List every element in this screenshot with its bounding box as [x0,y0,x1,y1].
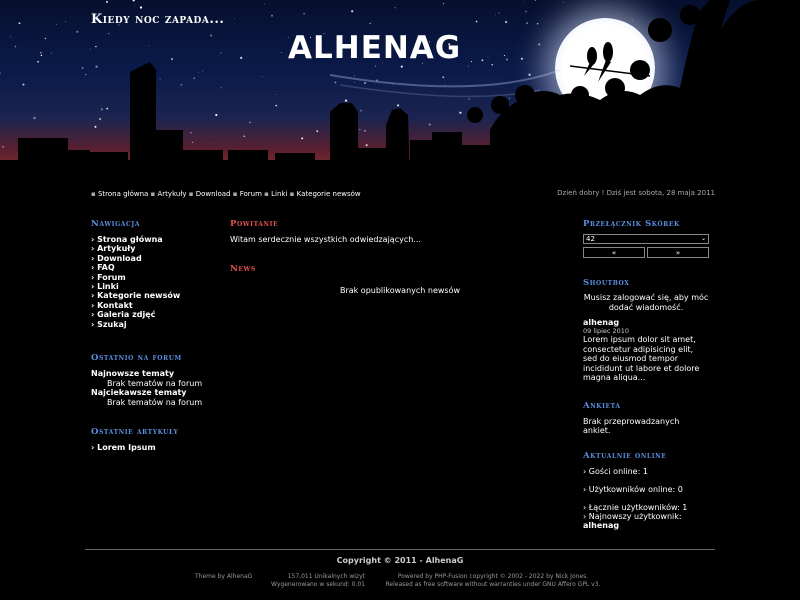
forum-panel-title: Ostatnio na forum [91,353,182,364]
newest-topics-label: Najnowsze tematy [91,369,175,379]
topnav-item-home[interactable]: Strona główna [97,190,149,198]
nav-item-news-categories[interactable]: › Kategorie newsów [91,291,221,300]
nav-item-gallery[interactable]: › Galeria zdjęć [91,310,221,319]
topnav-bullet: ▪ [264,190,272,198]
topnav-item-forum[interactable]: Forum [239,190,262,198]
topnav-bullet: ▪ [91,190,98,198]
skin-next-button[interactable]: » [647,247,709,258]
footer-license-line: Released as free software without warranties under GNU Affero GPL v3. [385,580,601,588]
users-online: › Użytkowników online: 0 [583,485,709,494]
footer-copyright: Copyright © 2011 - AlhenaG [336,556,464,565]
nav-item-faq[interactable]: › FAQ [91,263,221,272]
site-title[interactable]: ALHENAG [288,30,462,66]
shout-text: Lorem ipsum dolor sit amet, consectetur adipisicing elit, sed do eiusmod tempor incididunt ut labore et dolore magna aliqua... [583,335,700,382]
guests-online: › Gości online: 1 [583,467,709,476]
topnav-item-download[interactable]: Download [195,190,231,198]
shoutbox-login-message: Musisz zalogować się, aby móc dodać wiadomość. [583,293,709,312]
shout-date: 09 lipiec 2010 [583,327,630,335]
skin-switcher-title: Przełącznik Skórek [583,219,680,229]
online-title: Aktualnie online [583,450,667,461]
city-skyline-image [0,0,800,182]
topnav-item-links[interactable]: Linki [271,190,288,198]
topnav-bullet: ▪ [150,190,158,198]
footer-divider [85,549,715,550]
newest-topics-empty: Brak tematów na forum [107,378,203,388]
nav-panel-title: Nawigacja [91,219,141,229]
right-sidebar [583,219,709,530]
poll-title: Ankieta [583,400,621,411]
left-sidebar [91,219,221,452]
topnav-bullet: ▪ [188,190,196,198]
welcome-text: Witam serdecznie wszystkich odwiedzających... [230,235,421,244]
skin-select-value: 42 [586,235,595,243]
total-users: › Łącznie użytkowników: 1 [583,503,709,512]
footer-powered-by [378,573,608,588]
nav-menu [91,235,221,329]
site-tagline: Kiedy noc zapada... [91,12,225,27]
skin-prev-button[interactable]: « [583,247,645,258]
footer-unique-visits: 157,011 Unikalnych wizyt [287,573,365,580]
welcome-title: Powitanie [230,219,279,229]
news-empty-message: Brak opublikowanych newsów [339,286,461,295]
skin-buttons [583,247,709,258]
forum-panel [91,369,221,407]
newest-user-label: › Najnowszy użytkownik: [583,512,709,521]
footer-theme-credit: Theme by AlhenaG [195,573,253,580]
header-banner [0,0,800,182]
topnav-bullet: ▪ [289,190,297,198]
nav-item-download[interactable]: › Download [91,254,221,263]
skin-select[interactable] [583,234,709,244]
newest-user-link[interactable]: alhenag [583,520,620,530]
topnav-item-news-categories[interactable]: Kategorie newsów [296,190,361,198]
footer-stats [270,573,365,588]
nav-item-links[interactable]: › Linki [91,282,221,291]
poll-empty-message: Brak przeprowadzanych ankiet. [583,416,680,435]
news-title: News [230,264,256,274]
hottest-topics-empty: Brak tematów na forum [107,397,203,407]
shoutbox-title: Shoutbox [583,278,630,288]
shout-author[interactable]: alhenag [583,318,620,327]
footer-render-time: Wygenerowano w sekund: 0.01 [271,580,365,588]
nav-item-forum[interactable]: › Forum [91,273,221,282]
topnav-bullet: ▪ [232,190,240,198]
articles-panel-title: Ostatnie artykuły [91,427,179,438]
topnav-item-articles[interactable]: Artykuły [157,190,187,198]
nav-item-search[interactable]: › Szukaj [91,320,221,329]
nav-item-contact[interactable]: › Kontakt [91,301,221,310]
articles-list [91,443,221,452]
hottest-topics-label: Najciekawsze tematy [91,388,187,398]
nav-item-home[interactable]: › Strona główna [91,235,221,244]
footer-powered-line: Powered by PHP-Fusion copyright © 2002 - 2022 by Nick Jones. [397,573,589,580]
date-greeting: Dzień dobry ! Dziś jest sobota, 28 maja 2011 [557,189,715,197]
chevron-down-icon: ⌄ [700,235,706,242]
nav-item-articles[interactable]: › Artykuły [91,244,221,253]
main-content [230,219,570,295]
article-item[interactable]: › Lorem Ipsum [91,443,221,452]
top-navigation [91,190,361,198]
